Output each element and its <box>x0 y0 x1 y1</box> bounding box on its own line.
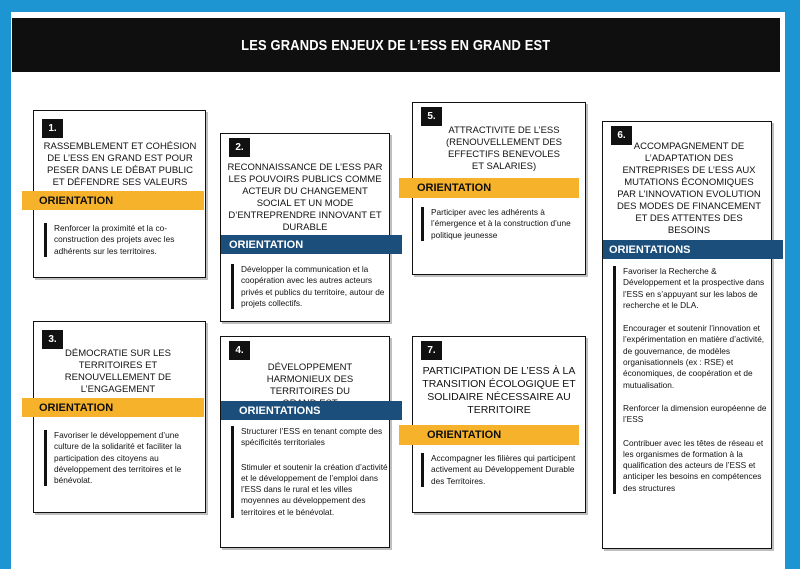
card-title: RASSEMBLEMENT ET COHÉSION DE L’ESS EN GRAND EST POUR PESER DANS LE DÉBAT PUBLIC ET DÉFENDRE SES VALEURS <box>43 141 197 188</box>
orientation-item: Renforcer la dimension européenne de l’ESS <box>623 402 767 425</box>
orientation-band: ORIENTATION <box>221 235 402 254</box>
card-3 <box>33 321 206 513</box>
card-title: ACCOMPAGNEMENT DE L’ADAPTATION DES ENTREPRISES DE L’ESS AUX MUTATIONS ÉCONOMIQUES PAR L’INNOVATION EVOLUTION DES MODES DE FINANCEMENT ET DES ATTENTES DES BESOINS <box>616 141 762 236</box>
orientation-text <box>421 207 581 241</box>
orientation-text <box>231 264 389 309</box>
card-7 <box>412 336 586 513</box>
card-title: ATTRACTIVITE DE L’ESS (RENOUVELLEMENT DES EFFECTIFS BENEVOLES ET SALARIES) <box>446 125 562 172</box>
orientation-text <box>421 453 581 487</box>
card-number: 4. <box>229 341 250 360</box>
title-bar <box>12 18 780 72</box>
card-number: 3. <box>42 330 63 349</box>
orientation-band: ORIENTATION <box>22 191 204 210</box>
orientation-item: Accompagner les filières qui participent activement au Développement Durable des Territoires. <box>431 453 576 486</box>
page-title: LES GRANDS ENJEUX DE L’ESS EN GRAND EST <box>241 36 551 54</box>
orientation-item: Encourager et soutenir l’innovation et l’expérimentation en matière d’activité, de gouvernance, de modèles organisationnels (ex : RSE) et économiques, de coopération et de mutualisation. <box>623 323 765 390</box>
card-number: 5. <box>421 107 442 126</box>
card-5 <box>412 102 586 275</box>
card-6 <box>602 121 772 549</box>
card-title: DÉMOCRATIE SUR LES TERRITOIRES ET RENOUVELLEMENT DE L’ENGAGEMENT <box>64 348 172 395</box>
orientation-item: Favoriser le développement d’une culture de la solidarité et faciliter la participation des citoyens au développement des territoires et le bénévolat. <box>54 430 182 486</box>
orientation-band: ORIENTATION <box>22 398 204 417</box>
card-number: 7. <box>421 341 442 360</box>
orientation-item: Participer avec les adhérents à l’émergence et à la construction d’une politique jeunesse <box>431 207 571 240</box>
orientation-band: ORIENTATION <box>399 425 579 445</box>
card-title: RECONNAISSANCE DE L’ESS PAR LES POUVOIRS PUBLICS COMME ACTEUR DU CHANGEMENT SOCIAL ET UN MODE D’ENTREPRENDRE INNOVANT ET DURABLE <box>227 162 383 233</box>
orientation-text <box>44 223 202 257</box>
orientation-text <box>231 426 389 518</box>
card-title: DÉVELOPPEMENT HARMONIEUX DES TERRITOIRES DU <box>266 362 354 397</box>
orientation-text <box>613 266 769 494</box>
orientation-text <box>44 430 202 486</box>
orientation-band: ORIENTATION <box>399 178 579 198</box>
orientation-item: Renforcer la proximité et la co-construction des projets avec les adhérents sur les territoires. <box>54 223 175 256</box>
card-number: 1. <box>42 119 63 138</box>
orientation-band: ORIENTATIONS <box>603 240 783 259</box>
card-1 <box>33 110 206 278</box>
card-number: 6. <box>611 126 632 145</box>
card-title: PARTICIPATION DE L’ESS À LA TRANSITION ÉCOLOGIQUE ET SOLIDAIRE NÉCESSAIRE AU TERRITOIRE <box>422 365 576 416</box>
orientation-item: Contribuer avec les têtes de réseau et les organismes de formation à la qualification des acteurs de l’ESS et anticiper les besoins en compétences des structures <box>623 437 764 493</box>
orientation-band: ORIENTATIONS <box>221 401 402 420</box>
left-accent-edge <box>0 0 11 569</box>
right-accent-edge <box>785 0 800 569</box>
orientation-item: Favoriser la Recherche & Développement et la prospective dans l’ESS en s’appuyant sur les labos de recherche et le DLA. <box>623 266 765 310</box>
card-4 <box>220 336 390 548</box>
card-2 <box>220 133 390 322</box>
orientation-item: Développer la communication et la coopération avec les autres acteurs privés et publics du territoire, autour de projets collectifs. <box>241 264 385 308</box>
orientation-item: Structurer l’ESS en tenant compte des spécificités territoriales <box>241 426 383 448</box>
card-number: 2. <box>229 138 250 157</box>
top-accent-band <box>0 0 800 12</box>
orientation-item: Stimuler et soutenir la création d’activité et le développement de l’emploi dans l’ESS dans le rural et les villes moyennes au développement des territoires et le bénévolat. <box>241 461 388 517</box>
